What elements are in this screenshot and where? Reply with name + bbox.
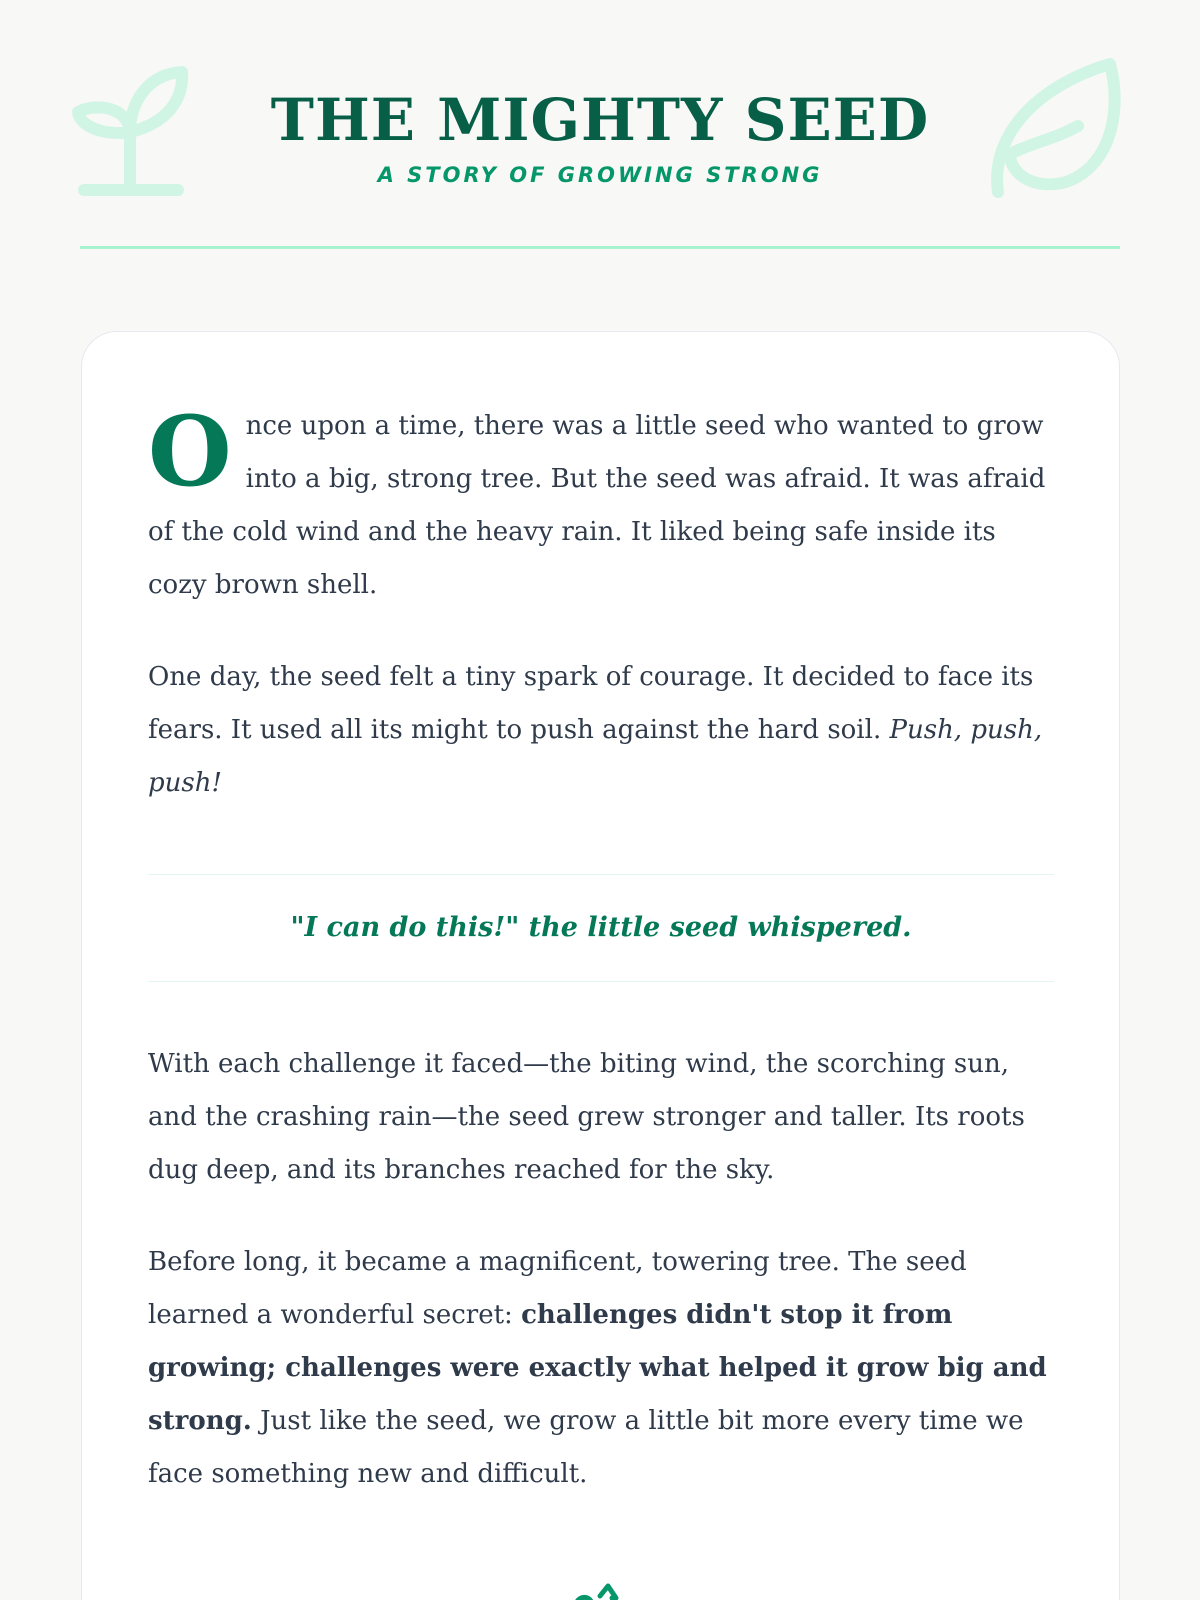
story-subtitle: A STORY OF GROWING STRONG [377, 163, 823, 187]
paragraph-4-before: Before long, it became a magnificent, towering tree. The seed learned a wonderful secret: [148, 1247, 967, 1330]
story-header [0, 0, 1200, 260]
tree-icon [560, 1582, 632, 1600]
story-body [148, 395, 1054, 1540]
header-divider [80, 246, 1120, 249]
leaf-icon [986, 56, 1136, 206]
paragraph-1-text: nce upon a time, there was a little seed who wanted to grow into a big, strong tree. But the seed was afraid. It was afraid of the cold wind and the heavy rain. It liked being safe inside its cozy brown shell. [148, 411, 1046, 600]
paragraph-2 [148, 651, 1054, 810]
pull-quote: "I can do this!" the little seed whispered. [148, 874, 1054, 982]
paragraph-2-text: One day, the seed felt a tiny spark of courage. It decided to face its fears. It used all its might to push against the hard soil. [148, 662, 1034, 745]
drop-cap: O [148, 395, 232, 508]
paragraph-1 [148, 395, 1054, 612]
paragraph-4 [148, 1236, 1054, 1501]
story-title: THE MIGHTY SEED [270, 86, 930, 154]
paragraph-3 [148, 1038, 1054, 1197]
paragraph-4-after: Just like the seed, we grow a little bit more every time we face something new and difficult. [148, 1406, 1024, 1489]
paragraph-4-bold: challenges didn't stop it from growing; challenges were exactly what helped it grow big and strong. [148, 1300, 1047, 1436]
paragraph-3-text: With each challenge it faced—the biting wind, the scorching sun, and the crashing rain—the seed grew stronger and taller. Its roots dug deep, and its branches reached for the sky. [148, 1049, 1025, 1185]
paragraph-2-emphasis: Push, push, push! [148, 715, 1043, 798]
